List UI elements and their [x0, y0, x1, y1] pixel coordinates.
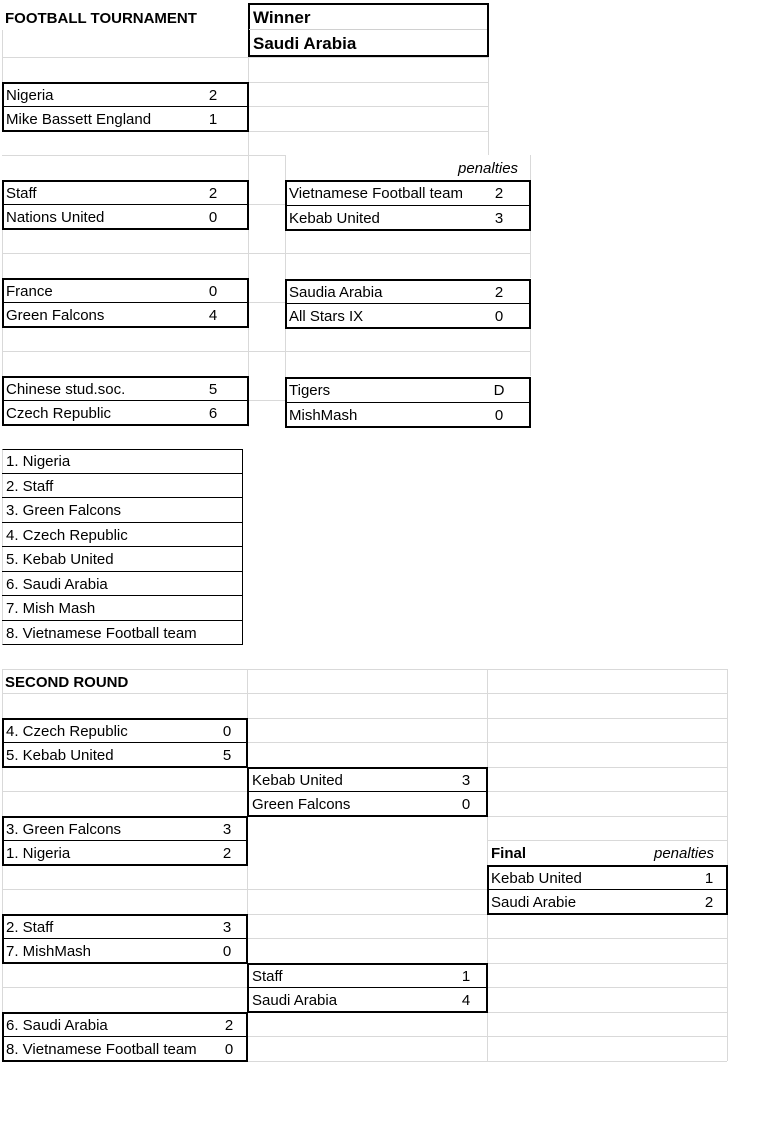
team-score: 2 — [222, 845, 232, 862]
team-score: 5 — [222, 747, 232, 764]
team-name: Kebab United — [491, 870, 582, 887]
team-name: Staff — [6, 185, 37, 202]
list-item: 4. Czech Republic — [6, 527, 128, 544]
team-name: Tigers — [289, 382, 331, 399]
team-score: 0 — [222, 943, 232, 960]
team-name: Nigeria — [6, 87, 54, 104]
team-score: 1 — [704, 870, 714, 887]
team-name: Saudi Arabie — [491, 894, 577, 911]
team-score: 2 — [208, 185, 218, 202]
team-score: 2 — [208, 87, 218, 104]
list-item: 8. Vietnamese Football team — [6, 625, 197, 642]
team-score: 3 — [222, 821, 232, 838]
team-name: Vietnamese Football team — [289, 185, 463, 202]
team-score: 0 — [224, 1041, 234, 1058]
team-name: France — [6, 283, 53, 300]
team-name: 1. Nigeria — [6, 845, 71, 862]
team-name: MishMash — [289, 407, 358, 424]
list-item: 3. Green Falcons — [6, 502, 122, 519]
team-score: 0 — [494, 308, 504, 325]
team-name: Green Falcons — [6, 307, 105, 324]
team-name: 5. Kebab United — [6, 747, 114, 764]
team-score: 4 — [461, 992, 471, 1009]
winner-label: Winner — [253, 8, 311, 27]
team-score: 5 — [208, 381, 218, 398]
team-name: 3. Green Falcons — [6, 821, 122, 838]
team-name: 7. MishMash — [6, 943, 92, 960]
list-item: 1. Nigeria — [6, 453, 71, 470]
team-score: 2 — [224, 1017, 234, 1034]
penalties-label: penalties — [458, 160, 519, 177]
team-name: Nations United — [6, 209, 105, 226]
team-name: Kebab United — [252, 772, 343, 789]
team-name: Chinese stud.soc. — [6, 381, 126, 398]
team-score: 1 — [461, 968, 471, 985]
team-score: 0 — [208, 283, 218, 300]
section-title: SECOND ROUND — [5, 674, 129, 691]
team-name: All Stars IX — [289, 308, 364, 325]
team-name: Czech Republic — [6, 405, 112, 422]
list-item: 5. Kebab United — [6, 551, 114, 568]
team-name: 6. Saudi Arabia — [6, 1017, 108, 1034]
team-name: 8. Vietnamese Football team — [6, 1041, 197, 1058]
team-name: Saudia Arabia — [289, 284, 383, 301]
page-title: FOOTBALL TOURNAMENT — [5, 10, 197, 27]
team-score: 3 — [222, 919, 232, 936]
final-label: Final — [491, 845, 527, 862]
team-score: 3 — [494, 210, 504, 227]
team-score: 0 — [494, 407, 504, 424]
team-score: 2 — [494, 185, 504, 202]
team-score: 2 — [494, 284, 504, 301]
team-score: 0 — [208, 209, 218, 226]
penalties-label: penalties — [654, 845, 715, 862]
team-name: 2. Staff — [6, 919, 54, 936]
team-name: 4. Czech Republic — [6, 723, 128, 740]
team-name: Green Falcons — [252, 796, 351, 813]
list-item: 2. Staff — [6, 478, 54, 495]
team-score: 2 — [704, 894, 714, 911]
team-name: Saudi Arabia — [252, 992, 338, 1009]
team-score: 0 — [461, 796, 471, 813]
winner-team: Saudi Arabia — [253, 34, 357, 53]
team-score: 4 — [208, 307, 218, 324]
team-name: Staff — [252, 968, 283, 985]
team-score: 3 — [461, 772, 471, 789]
list-item: 6. Saudi Arabia — [6, 576, 108, 593]
team-score: 6 — [208, 405, 218, 422]
team-name: Kebab United — [289, 210, 380, 227]
team-name: Mike Bassett England — [6, 111, 152, 128]
list-item: 7. Mish Mash — [6, 600, 96, 617]
team-score: 0 — [222, 723, 232, 740]
team-score: 1 — [208, 111, 218, 128]
team-score: D — [493, 382, 505, 399]
